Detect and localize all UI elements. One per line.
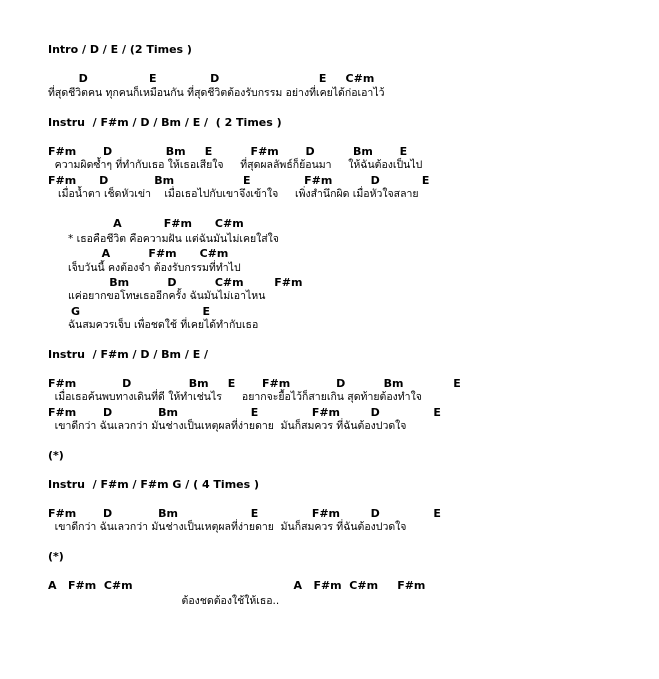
chord-line: F#m D Bm E F#m D Bm E <box>48 377 461 390</box>
chord-line: G E <box>48 305 211 318</box>
lyric-line: แค่อยากขอโทษเธออีกครั้ง ฉันมันไม่เอาไหน <box>48 290 266 302</box>
chord-line: Instru / F#m / F#m G / ( 4 Times ) <box>48 478 260 491</box>
chord-line: D E D E C#m <box>48 72 375 85</box>
chord-line: F#m D Bm E F#m D E <box>48 507 441 520</box>
chord-line: F#m D Bm E F#m D E <box>48 174 430 187</box>
lyric-line: เจ็บวันนี้ คงต้องจำ ต้องรับกรรมที่ทำไป <box>48 262 241 274</box>
chord-line: A F#m C#m A F#m C#m F#m <box>48 579 426 592</box>
lyric-line: ที่สุดชีวิตคน ทุกคนก็เหมือนกัน ที่สุดชีวิตต้องรับกรรม อย่างที่เคยได้ก่อเอาไว้ <box>48 87 385 99</box>
chord-line: A F#m C#m <box>48 247 229 260</box>
lyric-line: เมื่อเธอค้นพบทางเดินที่ดี ให้ทำเช่นไร อยากจะยื้อไว้ก็สายเกิน สุดท้ายต้องทำใจ <box>48 391 422 403</box>
lyric-line: * เธอคือชีวิต คือความฝัน แต่ฉันมันไม่เคยใส่ใจ <box>48 233 279 245</box>
chord-line: Bm D C#m F#m <box>48 276 303 289</box>
lyric-line: เขาดีกว่า ฉันเลวกว่า มันช่างเป็นเหตุผลที่ง่ายดาย มันก็สมควร ที่ฉันต้องปวดใจ <box>48 521 407 533</box>
chord-line: Instru / F#m / D / Bm / E / <box>48 348 209 361</box>
chord-line: F#m D Bm E F#m D Bm E <box>48 145 408 158</box>
lyric-line: เมื่อน้ำตา เช็ดหัวเข่า เมื่อเธอไปกับเขาจึงเข้าใจ เพิ่งสำนึกผิด เมื่อหัวใจสลาย <box>48 188 419 200</box>
lyric-line: เขาดีกว่า ฉันเลวกว่า มันช่างเป็นเหตุผลที่ง่ายดาย มันก็สมควร ที่ฉันต้องปวดใจ <box>48 420 407 432</box>
chord-line: Instru / F#m / D / Bm / E / ( 2 Times ) <box>48 116 282 129</box>
chord-line: Intro / D / E / (2 Times ) <box>48 43 192 56</box>
chord-line: F#m D Bm E F#m D E <box>48 406 441 419</box>
chord-line: (*) <box>48 550 64 563</box>
lyric-line: ความผิดซ้ำๆ ที่ทำกับเธอ ให้เธอเสียใจ ที่สุดผลลัพธ์ก็ย้อนมา ให้ฉันต้องเป็นไป <box>48 159 423 171</box>
chord-line: A F#m C#m <box>48 217 244 230</box>
lyric-line: ฉันสมควรเจ็บ เพื่อชดใช้ ที่เคยได้ทำกับเธอ <box>48 319 259 331</box>
lyric-line: ต้องชดต้องใช้ให้เธอ.. <box>48 595 280 607</box>
chord-line: (*) <box>48 449 64 462</box>
